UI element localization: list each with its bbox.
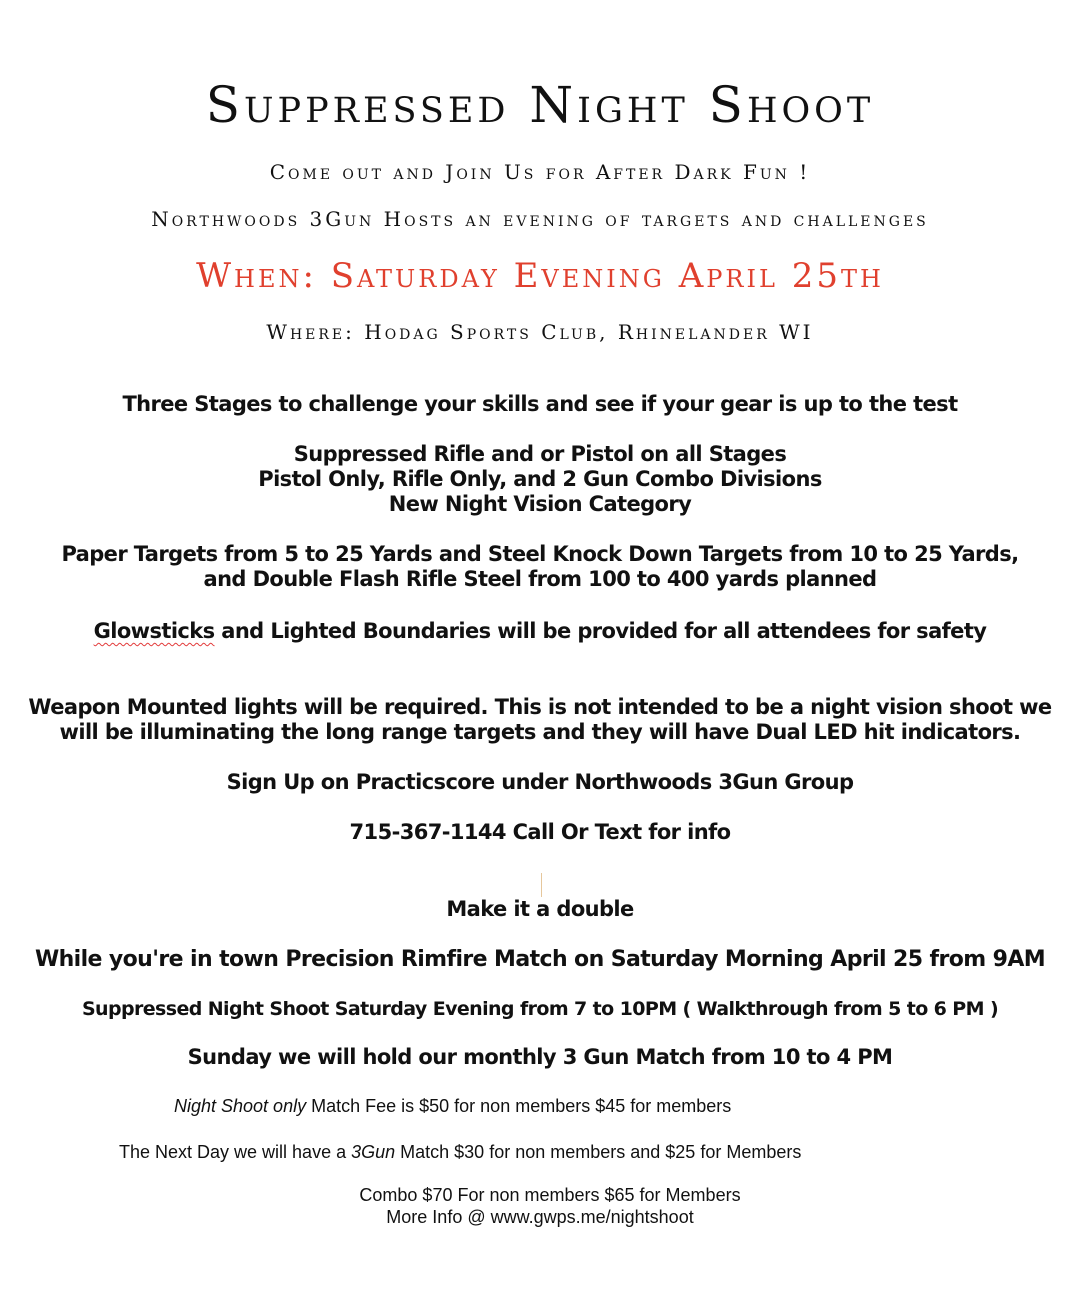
nextday-fee-text: Match $30 for non members and $25 for Members — [395, 1142, 802, 1162]
spellcheck-word: Glowsticks — [93, 619, 215, 643]
night-fee-line — [174, 1095, 731, 1117]
stages-intro: Three Stages to challenge your skills and see if your gear is up to the test — [122, 392, 958, 416]
subtitle-host: Northwoods 3Gun Hosts an evening of targets and challenges — [151, 207, 929, 231]
nextday-fee-pre: The Next Day we will have a — [119, 1142, 352, 1162]
sunday-line: Sunday we will hold our monthly 3 Gun Match from 10 to 4 PM — [187, 1045, 893, 1069]
targets-line: Paper Targets from 5 to 25 Yards and Steel Knock Down Targets from 10 to 25 Yards, — [61, 542, 1019, 566]
divisions-block — [0, 442, 1080, 517]
flyer-title: Suppressed Night Shoot — [205, 76, 875, 134]
division-line: Suppressed Rifle and or Pistol on all Stages — [293, 442, 787, 466]
nextday-fee-italic: 3Gun — [351, 1142, 396, 1162]
division-line: New Night Vision Category — [388, 492, 692, 516]
targets-block — [0, 542, 1080, 592]
double-heading: Make it a double — [446, 897, 634, 921]
combo-block — [0, 1184, 1080, 1228]
division-line: Pistol Only, Rifle Only, and 2 Gun Combo Divisions — [258, 467, 822, 491]
signup-line: Sign Up on Practicscore under Northwoods 3Gun Group — [226, 770, 854, 794]
lights-line: will be illuminating the long range targets and they will have Dual LED hit indicators. — [59, 720, 1021, 744]
lights-block — [0, 695, 1080, 745]
rimfire-line: While you're in town Precision Rimfire Match on Saturday Morning April 25 from 9AM — [34, 947, 1046, 972]
event-where: Where: Hodag Sports Club, Rhinelander WI — [266, 320, 814, 344]
night-schedule-line: Suppressed Night Shoot Saturday Evening from 7 to 10PM ( Walkthrough from 5 to 6 PM ) — [81, 998, 999, 1020]
nextday-fee-line — [119, 1141, 801, 1163]
event-when: When: Saturday Evening April 25th — [196, 256, 884, 296]
more-info-line: More Info @ www.gwps.me/nightshoot — [386, 1207, 694, 1227]
night-fee-italic: Night Shoot only — [174, 1096, 307, 1116]
safety-text: and Lighted Boundaries will be provided for all attendees for safety — [214, 619, 987, 643]
targets-line: and Double Flash Rifle Steel from 100 to 400 yards planned — [203, 567, 877, 591]
lights-line: Weapon Mounted lights will be required. This is not intended to be a night vision shoot we — [28, 695, 1052, 719]
safety-line — [0, 619, 1080, 644]
subtitle-invite: Come out and Join Us for After Dark Fun ! — [269, 160, 811, 184]
combo-fee-line: Combo $70 For non members $65 for Members — [359, 1185, 741, 1205]
text-cursor — [541, 873, 542, 897]
night-fee-text: Match Fee is $50 for non members $45 for members — [306, 1096, 732, 1116]
phone-line: 715-367-1144 Call Or Text for info — [349, 820, 731, 844]
